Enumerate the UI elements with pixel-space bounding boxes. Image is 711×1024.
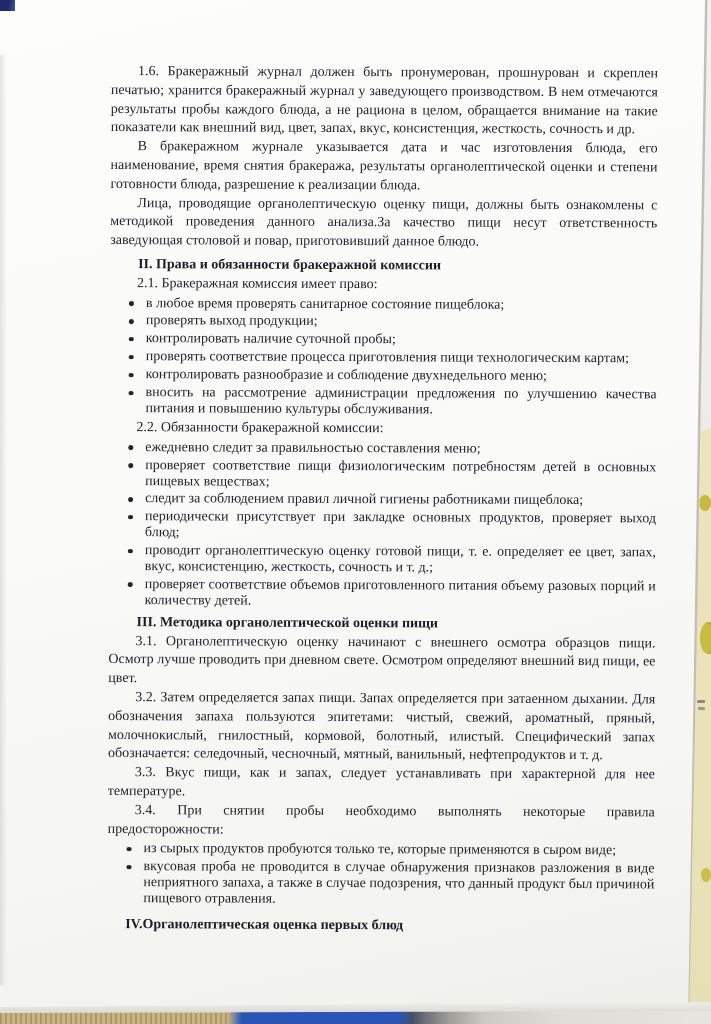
duties-list-item: проверяет соответствие объемов приготовленного питания объему разовых порций и количеству детей. xyxy=(109,577,656,611)
section-iii-heading: III. Методика органолептической оценки пищи xyxy=(136,614,439,632)
document-text xyxy=(107,63,658,937)
duties-list-item: следит за соблюдением правил личной гигиены работниками пищеблока; xyxy=(109,491,656,509)
duties-list-item: проверяет соответствие пищи физиологическим потребностям детей в основных пищевых веществах; xyxy=(109,458,656,492)
precautions-list-item: вкусовая проба не проводится в случае обнаружения признаков разложения в виде неприятного запаха, а также в случае подозрения, что данный продукт был причиной пищевого отравления. xyxy=(107,859,654,909)
paragraph-journal: В бракеражном журнале указывается дата и час изготовления блюда, его наименование, время снятия бракеража, результаты органолептической оценки и степени готовности блюда, разрешение к реализации блюда. xyxy=(110,139,658,194)
rights-list-item: контролировать наличие суточной пробы; xyxy=(110,331,657,349)
corner-binder-mark xyxy=(0,0,15,11)
sheet-blob xyxy=(699,495,711,511)
rights-list xyxy=(109,296,657,420)
sheet-blob xyxy=(701,868,711,882)
precautions-list-item: из сырых продуктов пробуются только те, которые применяются в сыром виде; xyxy=(108,841,655,859)
rights-list-item: проверять соответствие процесса приготовления пищи технологическим картам; xyxy=(110,349,657,367)
precautions-list xyxy=(107,841,654,909)
rights-list-item: проверять выход продукции; xyxy=(110,313,657,331)
sheet-text-fragment xyxy=(697,700,705,703)
paragraph-3-3: 3.3. Вкус пищи, как и запах, следует устанавливать при характерной для нее температуре. xyxy=(107,765,655,800)
paragraph-1-6: 1.6. Бракеражный журнал должен быть пронумерован, прошнурован и скреплен печатью; хранится бракеражный журнал у заведующего производством. В нем отмечаются результаты пробы каждого блюда, а не рациона в целом, обращается внимание на такие показатели как внешний вид, цвет, запах, вкус, консистенция, жесткость, сочность и др. xyxy=(110,64,658,138)
binder-tan-speckle xyxy=(0,1013,230,1024)
paragraph-3-1: 3.1. Органолептическую оценку начинают с внешнего осмотра образцов пищи. Осмотр лучше проводить при дневном свете. Осмотром определяют внешний вид пищи, ее цвет. xyxy=(108,633,656,687)
sheet-blob xyxy=(700,622,711,654)
rights-list-item: в любое время проверять санитарное состояние пищеблока; xyxy=(110,296,657,314)
rights-list-item: контролировать разнообразие и соблюдение двухнедельного меню; xyxy=(110,367,657,385)
paragraph-3-2: 3.2. Затем определяется запах пищи. Запах определяется при затаенном дыхании. Для обозначения запаха пользуются эпитетами: чистый, свежий, ароматный, пряный, молочнокислый, гнилостный, кормовой, болотный, илистый. Специфический запах обозначается: селедочный, чесночный, мятный, ванильный, нефтепродуктов и т. д. xyxy=(107,690,656,764)
section-ii-heading: II. Права и обязанности бракеражной комиссии xyxy=(138,257,442,274)
duties-list xyxy=(109,440,657,611)
section-iv-heading: IV.Органолептическая оценка первых блюд xyxy=(125,917,404,934)
duties-list-item: проводит органолептическую оценку готовой пищи, т. е. определяет ее цвет, запах, вкус, консистенцию, жесткость, сочность и т. д.; xyxy=(109,543,656,577)
rights-list-item: вносить на рассмотрение администрации предложения по улучшению качества питания и повышению культуры обслуживания. xyxy=(109,385,656,419)
page-left-shade xyxy=(0,55,7,985)
paragraph-persons: Лица, проводящие органолептическую оценку пищи, должны быть ознакомлены с методикой проведения данного анализа.За качество пищи несут ответственность заведующая столовой и повар, приготовивший данное блюдо. xyxy=(110,195,658,250)
paragraph-3-4: 3.4. При снятии пробы необходимо выполнять некоторые правила предосторожности: xyxy=(107,802,655,838)
duties-list-item: периодически присутствует при закладке основных продуктов, проверяет выход блюд; xyxy=(109,509,656,543)
sheet-text-fragment xyxy=(698,707,705,710)
duties-list-item: ежедневно следит за правильностью составления меню; xyxy=(109,440,656,458)
paragraph-2-1: 2.1. Бракеражная комиссия имеет право: xyxy=(137,275,378,292)
paragraph-2-2: 2.2. Обязанности бракеражной комиссии: xyxy=(136,420,384,437)
